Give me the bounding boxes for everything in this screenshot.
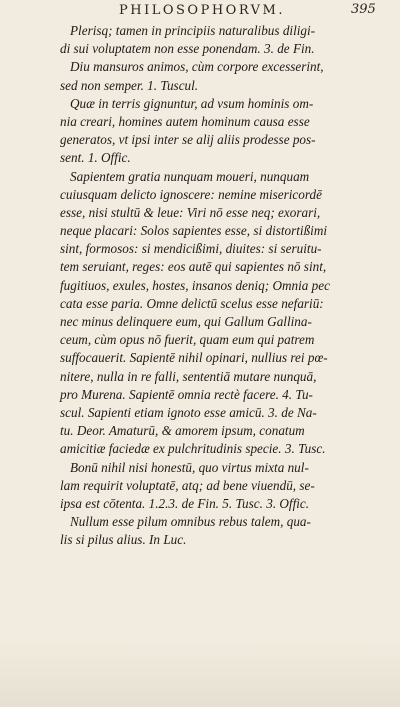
text-line: neque placari: Solos sapientes esse, si distortißimi — [60, 223, 328, 239]
text-line: lam requirit voluptatē, atq; ad bene viuendū, se- — [60, 477, 315, 493]
text-line: Plerisq; tamen in principiis naturalibus diligi- — [70, 23, 316, 38]
page-bottom-margin — [0, 640, 400, 707]
text-line: Nullum esse pilum omnibus rebus talem, qua- — [70, 514, 311, 530]
running-head-title: PHILOSOPHORVM. — [119, 3, 285, 18]
text-line: ipsa est cōtenta. 1.2.3. de Fin. 5. Tusc. 3. Offic. — [60, 495, 310, 511]
text-line: tem seruiant, reges: eos autē qui sapientes nō sint, — [60, 259, 327, 275]
text-line: scul. Sapienti etiam ignoto esse amicū. 3. de Na- — [60, 404, 317, 420]
text-line: cuiusquam delicto ignoscere: nemine misericordē — [60, 186, 322, 202]
text-line: suffocauerit. Sapientē nihil opinari, nullius rei pœ- — [60, 350, 328, 366]
text-line: sint, formosos: si mendicißimi, diuites: si seruitu- — [60, 241, 322, 257]
text-line: sent. 1. Offic. — [60, 150, 131, 166]
text-line: esse, nisi stultū & leue: Viri nō esse neq; exorari, — [60, 204, 321, 220]
text-line: Bonū nihil nisi honestū, quo virtus mixta nul- — [70, 459, 309, 475]
running-head — [0, 2, 400, 22]
text-line: Diu mansuros animos, cùm corpore excesserint, — [70, 59, 324, 75]
text-line: nia creari, homines autem hominum causa esse — [60, 113, 310, 129]
text-line: sed non semper. 1. Tuscul. — [60, 77, 199, 93]
text-line: cata esse paria. Omne delictū scelus esse nefariū: — [60, 295, 324, 311]
text-line: nec minus delinquere eum, qui Gallum Gallina- — [60, 314, 312, 329]
text-line: fugitiuos, exules, hostes, insanos deniq; Omnia pec — [60, 277, 330, 293]
body-text — [60, 22, 368, 549]
text-line: tu. Deor. Amaturū, & amorem ipsum, conatum — [60, 423, 305, 439]
text-line: Sapientem gratia nunquam moueri, nunquam — [70, 168, 310, 184]
page-number: 395 — [351, 2, 376, 17]
text-line: nitere, nulla in re falli, sententiā mutare nunquā, — [60, 368, 317, 384]
text-line: lis si pilus alius. In Luc. — [60, 532, 187, 548]
text-line: ceum, cùm opus nō fuerit, quam eum qui patrem — [60, 332, 315, 348]
text-line: pro Murena. Sapientē omnia rectè facere. 4. Tu- — [60, 386, 313, 402]
text-line: generatos, vt ipsi inter se alij aliis prodesse pos- — [60, 132, 316, 148]
text-line: di sui voluptatem non esse ponendam. 3. de Fin. — [60, 41, 315, 57]
text-line: amicitiæ faciedæ ex pulchritudinis specie. 3. Tusc. — [60, 441, 326, 457]
text-line: Quæ in terris gignuntur, ad vsum hominis om- — [70, 95, 314, 111]
